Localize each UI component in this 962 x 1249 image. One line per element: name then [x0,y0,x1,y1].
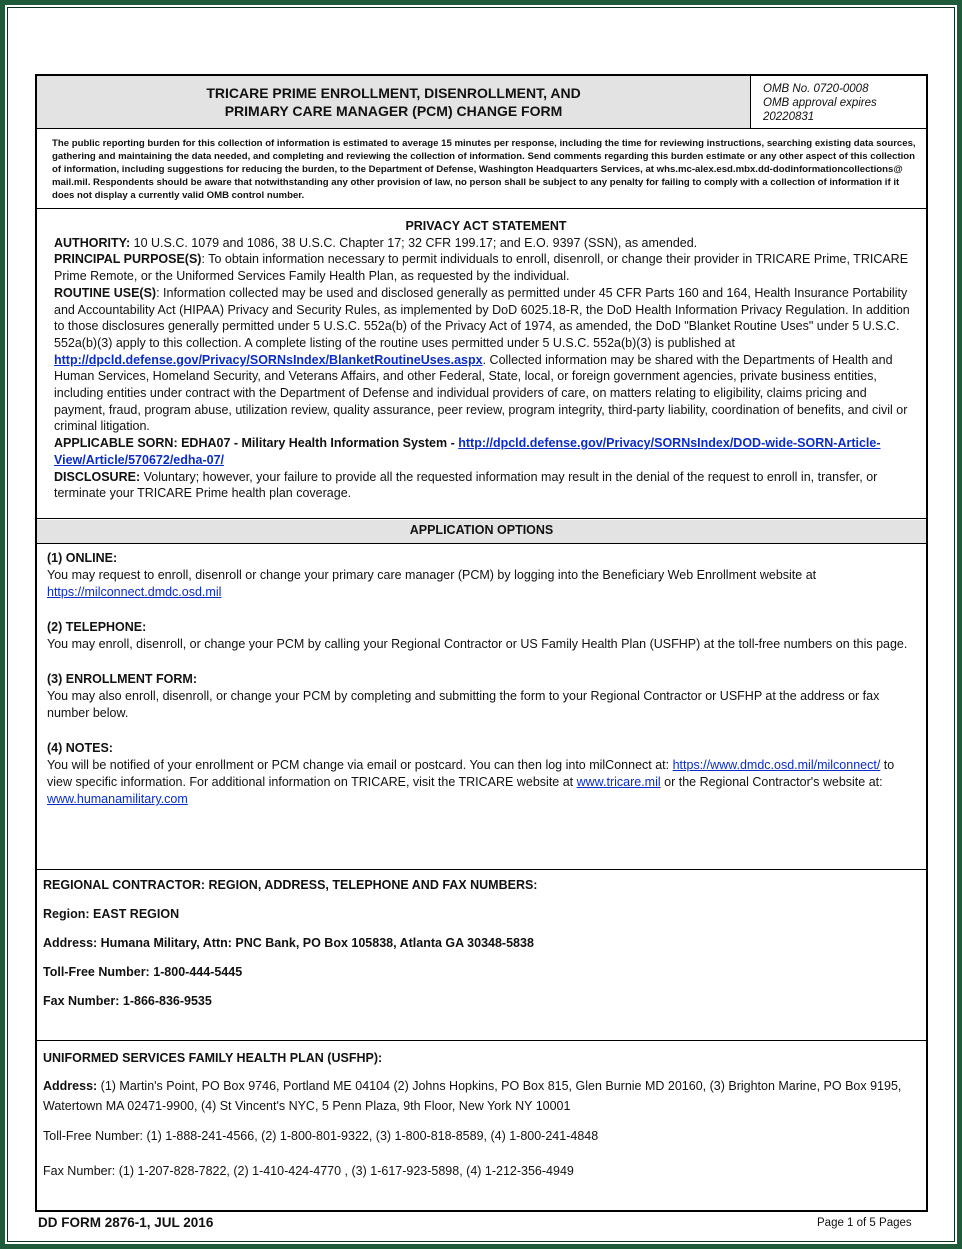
regional-region: Region: EAST REGION [43,907,180,921]
privacy-heading: PRIVACY ACT STATEMENT [405,219,567,233]
usfhp-address [43,1076,918,1116]
form-title-line2: PRIMARY CARE MANAGER (PCM) CHANGE FORM [224,103,563,119]
regional-contractor [37,871,926,1041]
omb-expiry-date: 20220831 [763,111,815,123]
option-online [47,550,918,601]
option-online-text: You may request to enroll, disenroll or change your primary care manager (PCM) by logging into the Beneficiary Web Enrollment website at [47,568,817,582]
option-online-heading: (1) ONLINE: [47,551,118,565]
sorn-paragraph [54,435,918,468]
regional-address: Address: Humana Military, Attn: PNC Bank, PO Box 105838, Atlanta GA 30348-5838 [43,936,534,950]
usfhp-heading: UNIFORMED SERVICES FAMILY HEALTH PLAN (USFHP): [43,1051,383,1065]
option-telephone-heading: (2) TELEPHONE: [47,620,147,634]
usfhp-fax: Fax Number: (1) 1-207-828-7822, (2) 1-410-424-4770 , (3) 1-617-923-5898, (4) 1-212-356-4949 [43,1164,574,1178]
form-title-line1: TRICARE PRIME ENROLLMENT, DISENROLLMENT, AND [206,85,581,101]
sorn-link[interactable]: http://dpcld.defense.gov/Privacy/SORNsIndex/DOD-wide-SORN-Article-View/Article/570672/edha-07/ [54,436,881,467]
disclosure-paragraph [54,469,918,502]
form-id: DD FORM 2876-1, JUL 2016 [38,1215,214,1230]
milconnect-link[interactable]: https://milconnect.dmdc.osd.mil [47,585,222,599]
form-header [37,76,926,129]
sorn-label: APPLICABLE SORN: EDHA07 - Military Health Information System - [54,436,459,451]
option-enrollment-form-text: You may also enroll, disenroll, or change your PCM by completing and submitting the form to your Regional Contractor or USFHP at the address or fax number below. [47,689,880,720]
option-notes-heading: (4) NOTES: [47,741,113,755]
routine-use-label: ROUTINE USE(S) [54,285,157,300]
omb-number: OMB No. 0720-0008 [763,83,869,95]
disclosure-label: DISCLOSURE: [54,469,141,484]
form-title [37,76,751,128]
page-number: Page 1 of 5 Pages [817,1217,912,1229]
humana-military-link[interactable]: www.humanamilitary.com [47,792,188,806]
disclosure-text: Voluntary; however, your failure to provide all the requested information may result in the denial of the request to enroll in, transfer, or terminate your TRICARE Prime health plan coverage. [54,469,878,501]
notes-text-2: to view specific information. For additional information on TRICARE, visit the TRICARE website at [47,758,895,789]
application-options-heading: APPLICATION OPTIONS [37,520,926,544]
routine-use-text-2: . Collected information may be shared with the Departments of Health and Human Services, Homeland Security, and Veterans Affairs, and other Federal, State, local, or foreign government agencies, private business entities, including entities under contract with the Department of Defense and individual providers of care, on matters relating to eligibility, claims pricing and payment, fraud, program abuse, utilization review, quality assurance, peer review, program integrity, third-party liability, coordination of benefits, and civil or criminal litigation. [54,352,908,434]
purpose-paragraph [54,251,918,284]
option-telephone [47,619,918,653]
burden-statement [37,129,926,209]
notes-text-3: or the Regional Contractor's website at: [660,775,883,789]
regional-heading: REGIONAL CONTRACTOR: REGION, ADDRESS, TELEPHONE AND FAX NUMBERS: [43,878,538,892]
routine-use-paragraph [54,285,918,435]
notes-text-1: You will be notified of your enrollment or PCM change via email or postcard. You can then log into milConnect at: [47,758,673,772]
blanket-routine-uses-link[interactable]: http://dpcld.defense.gov/Privacy/SORNsIndex/BlanketRoutineUses.aspx [54,352,483,367]
option-notes [47,740,918,808]
authority-paragraph [54,235,918,252]
usfhp-tollfree: Toll-Free Number: (1) 1-888-241-4566, (2) 1-800-801-9322, (3) 1-800-818-8589, (4) 1-800-241-4848 [43,1129,599,1143]
omb-expires-label: OMB approval expires [763,97,877,109]
authority-text: 10 U.S.C. 1079 and 1086, 38 U.S.C. Chapter 17; 32 CFR 199.17; and E.O. 9397 (SSN), as amended. [130,235,698,250]
authority-label: AUTHORITY: [54,235,131,250]
regional-tollfree: Toll-Free Number: 1-800-444-5445 [43,965,243,979]
option-enrollment-form-heading: (3) ENROLLMENT FORM: [47,672,197,686]
dmdc-milconnect-link[interactable]: https://www.dmdc.osd.mil/milconnect/ [672,758,881,772]
regional-fax: Fax Number: 1-866-836-9535 [43,994,212,1008]
option-enrollment-form [47,671,918,722]
usfhp-address-label: Address: [43,1079,98,1093]
usfhp-section [37,1042,926,1210]
enrollment-form [35,74,928,1212]
usfhp-address-text: (1) Martin's Point, PO Box 9746, Portland ME 04104 (2) Johns Hopkins, PO Box 815, Glen Burnie MD 20160, (3) Brighton Marine, PO Box 9195, Watertown MA 02471-9900, (4) St Vincent's NYC, 5 Penn Plaza, 9th Floor, New York NY 10001 [43,1079,902,1113]
privacy-act-statement [37,210,926,519]
purpose-text: : To obtain information necessary to permit individuals to enroll, disenroll, or change their provider in TRICARE Prime, TRICARE Prime Remote, or the Uniformed Services Family Health Plan, as requested by the individual. [54,252,909,284]
routine-use-text-1: : Information collected may be used and disclosed generally as permitted under 45 CFR Parts 160 and 164, Health Insurance Portability and Accountability Act (HIPAA) Privacy and Security Rules, as implemented by DoD 6025.18-R, the DoD Health Information Privacy Regulation. In addition to those disclosures generally permitted under 5 U.S.C. 552a(b) of the Privacy Act of 1974, as amended, the DoD "Blanket Routine Uses" under 5 U.S.C. 552a(b)(3) apply to this collection. A complete listing of the routine uses permitted under 5 U.S.C. 552a(b)(3) is published at [54,285,910,350]
option-telephone-text: You may enroll, disenroll, or change your PCM by calling your Regional Contractor or US Family Health Plan (USFHP) at the toll-free numbers on this page. [47,637,908,651]
burden-text: The public reporting burden for this collection of information is estimated to average 15 minutes per response, including the time for reviewing instructions, searching existing data sources, gathering and maintaining the data needed, and completing and reviewing the collection of information. Send comments regarding this burden estimate or any other aspect of this collection of information, including suggestions for reducing the burden, to the Department of Defense, Washington Headquarters Services, at whs.mc-alex.esd.mbx.dd-dodinformationcollections@ mail.mil. Respondents should be aware that notwithstanding any other provision of law, no person shall be subject to any penalty for failing to comply with a collection of information if it does not display a currently valid OMB control number. [52,138,916,201]
omb-info [763,82,923,124]
application-options [37,544,926,870]
purpose-label: PRINCIPAL PURPOSE(S) [54,252,202,267]
tricare-link[interactable]: www.tricare.mil [576,775,661,789]
